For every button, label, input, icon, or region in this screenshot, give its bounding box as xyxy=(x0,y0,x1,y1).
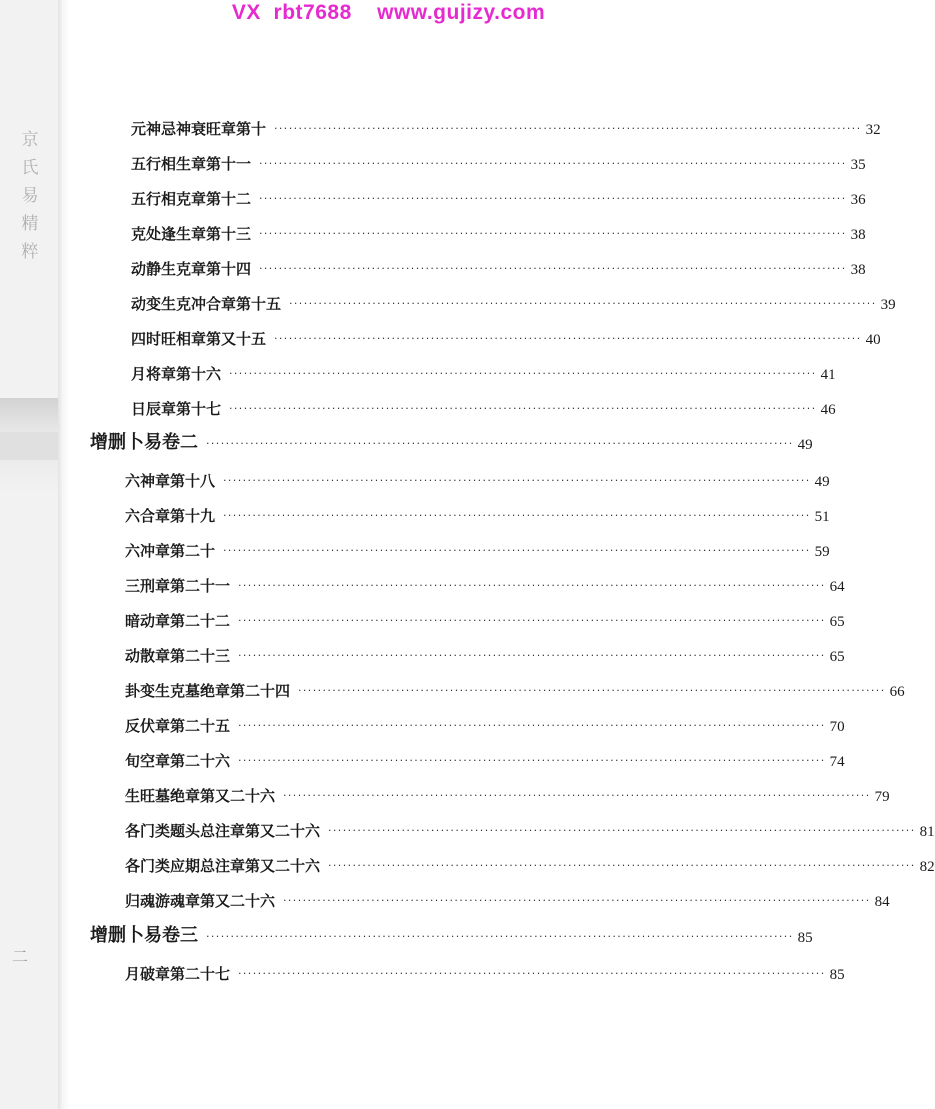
toc-entry-title: 三刑章第二十一 xyxy=(125,577,231,595)
toc-page-number: 59 xyxy=(814,544,830,560)
toc-page-number: 85 xyxy=(829,967,845,983)
toc-page-number: 70 xyxy=(829,719,845,735)
toc-entry-title: 暗动章第二十二 xyxy=(125,612,231,630)
toc-chapter-entry[interactable] xyxy=(125,570,845,596)
toc-chapter-entry[interactable] xyxy=(131,113,881,139)
toc-dot-leader: ························································································································ xyxy=(283,789,871,802)
toc-entry-title: 增删卜易卷三 xyxy=(90,925,198,946)
toc-page-number: 64 xyxy=(829,579,845,595)
toc-dot-leader: ························································································································ xyxy=(259,157,847,170)
toc-chapter-entry[interactable] xyxy=(125,885,890,911)
toc-page-number: 39 xyxy=(880,297,896,313)
toc-entry-title: 月将章第十六 xyxy=(131,365,222,383)
toc-dot-leader: ························································································································ xyxy=(283,894,871,907)
toc-entry-title: 日辰章第十七 xyxy=(131,400,222,418)
book-title-char: 易 xyxy=(21,186,39,206)
toc-dot-leader: ························································································································ xyxy=(238,719,826,732)
toc-page-number: 46 xyxy=(820,402,836,418)
toc-page-number: 81 xyxy=(919,824,935,840)
toc-page-number: 84 xyxy=(874,894,890,910)
toc-dot-leader: ························································································································ xyxy=(259,227,847,240)
toc-dot-leader: ························································································································ xyxy=(238,614,826,627)
toc-dot-leader: ························································································································ xyxy=(229,367,817,380)
toc-entry-title: 六合章第十九 xyxy=(125,507,216,525)
toc-entry-title: 动变生克冲合章第十五 xyxy=(131,295,282,313)
toc-entry-title: 动静生克章第十四 xyxy=(131,260,252,278)
toc-entry-title: 五行相生章第十一 xyxy=(131,155,252,173)
toc-page-number: 85 xyxy=(797,930,813,946)
toc-page-number: 66 xyxy=(889,684,905,700)
toc-dot-leader: ························································································································ xyxy=(289,297,877,310)
book-title-char: 粹 xyxy=(21,242,39,262)
toc-chapter-entry[interactable] xyxy=(131,323,881,349)
page-number: 二 xyxy=(12,947,29,966)
toc-chapter-entry[interactable] xyxy=(125,675,905,701)
book-title-char: 氏 xyxy=(21,158,39,178)
toc-page-number: 32 xyxy=(865,122,881,138)
toc-dot-leader: ························································································································ xyxy=(223,544,811,557)
toc-chapter-entry[interactable] xyxy=(131,393,836,419)
toc-dot-leader: ························································································································ xyxy=(223,474,811,487)
toc-page-number: 65 xyxy=(829,614,845,630)
toc-chapter-entry[interactable] xyxy=(131,148,866,174)
toc-page-number: 74 xyxy=(829,754,845,770)
toc-dot-leader: ························································································································ xyxy=(238,967,826,980)
toc-chapter-entry[interactable] xyxy=(131,288,896,314)
toc-volume-entry[interactable] xyxy=(90,921,813,947)
toc-chapter-entry[interactable] xyxy=(125,780,890,806)
toc-entry-title: 克处逢生章第十三 xyxy=(131,225,252,243)
toc-dot-leader: ························································································································ xyxy=(274,122,862,135)
toc-page-number: 38 xyxy=(850,227,866,243)
toc-dot-leader: ························································································································ xyxy=(238,754,826,767)
toc-chapter-entry[interactable] xyxy=(125,745,845,771)
toc-entry-title: 生旺墓绝章第又二十六 xyxy=(125,787,276,805)
toc-entry-title: 月破章第二十七 xyxy=(125,965,231,983)
toc-entry-title: 六神章第十八 xyxy=(125,472,216,490)
toc-entry-title: 元神忌神衰旺章第十 xyxy=(131,120,267,138)
toc-chapter-entry[interactable] xyxy=(131,358,836,384)
toc-chapter-entry[interactable] xyxy=(131,183,866,209)
toc-chapter-entry[interactable] xyxy=(125,640,845,666)
toc-dot-leader: ························································································································ xyxy=(238,649,826,662)
toc-entry-title: 动散章第二十三 xyxy=(125,647,231,665)
toc-page-number: 49 xyxy=(814,474,830,490)
toc-chapter-entry[interactable] xyxy=(125,500,830,526)
toc-entry-title: 反伏章第二十五 xyxy=(125,717,231,735)
toc-dot-leader: ························································································································ xyxy=(274,332,862,345)
toc-dot-leader: ························································································································ xyxy=(328,859,916,872)
toc-chapter-entry[interactable] xyxy=(125,850,935,876)
toc-volume-entry[interactable] xyxy=(90,428,813,454)
toc-dot-leader: ························································································································ xyxy=(223,509,811,522)
toc-chapter-entry[interactable] xyxy=(125,815,935,841)
toc-dot-leader: ························································································································ xyxy=(259,262,847,275)
toc-entry-title: 增删卜易卷二 xyxy=(90,432,198,453)
toc-page-number: 79 xyxy=(874,789,890,805)
toc-page-number: 49 xyxy=(797,437,813,453)
toc-dot-leader: ························································································································ xyxy=(298,684,886,697)
toc-page-number: 36 xyxy=(850,192,866,208)
watermark-text: VX rbt7688 www.gujizy.com xyxy=(231,1,546,24)
toc-page-number: 41 xyxy=(820,367,836,383)
toc-entry-title: 六冲章第二十 xyxy=(125,542,216,560)
toc-entry-title: 各门类题头总注章第又二十六 xyxy=(125,822,321,840)
toc-chapter-entry[interactable] xyxy=(125,535,830,561)
toc-dot-leader: ························································································································ xyxy=(259,192,847,205)
toc-entry-title: 各门类应期总注章第又二十六 xyxy=(125,857,321,875)
book-title-char: 精 xyxy=(21,214,39,234)
toc-page-number: 40 xyxy=(865,332,881,348)
toc-page-number: 51 xyxy=(814,509,830,525)
book-title-char: 京 xyxy=(21,130,39,150)
toc-chapter-entry[interactable] xyxy=(125,710,845,736)
toc-dot-leader: ························································································································ xyxy=(206,437,794,450)
toc-dot-leader: ························································································································ xyxy=(229,402,817,415)
toc-chapter-entry[interactable] xyxy=(125,605,845,631)
toc-page-number: 82 xyxy=(919,859,935,875)
toc-entry-title: 五行相克章第十二 xyxy=(131,190,252,208)
toc-dot-leader: ························································································································ xyxy=(206,930,794,943)
toc-chapter-entry[interactable] xyxy=(131,218,866,244)
toc-entry-title: 归魂游魂章第又二十六 xyxy=(125,892,276,910)
toc-dot-leader: ························································································································ xyxy=(328,824,916,837)
toc-chapter-entry[interactable] xyxy=(125,465,830,491)
toc-chapter-entry[interactable] xyxy=(125,958,845,984)
toc-page-number: 38 xyxy=(850,262,866,278)
toc-entry-title: 卦变生克墓绝章第二十四 xyxy=(125,682,291,700)
toc-dot-leader: ························································································································ xyxy=(238,579,826,592)
toc-chapter-entry[interactable] xyxy=(131,253,866,279)
toc-entry-title: 旬空章第二十六 xyxy=(125,752,231,770)
toc-entry-title: 四时旺相章第又十五 xyxy=(131,330,267,348)
toc-page-number: 35 xyxy=(850,157,866,173)
toc-page-number: 65 xyxy=(829,649,845,665)
